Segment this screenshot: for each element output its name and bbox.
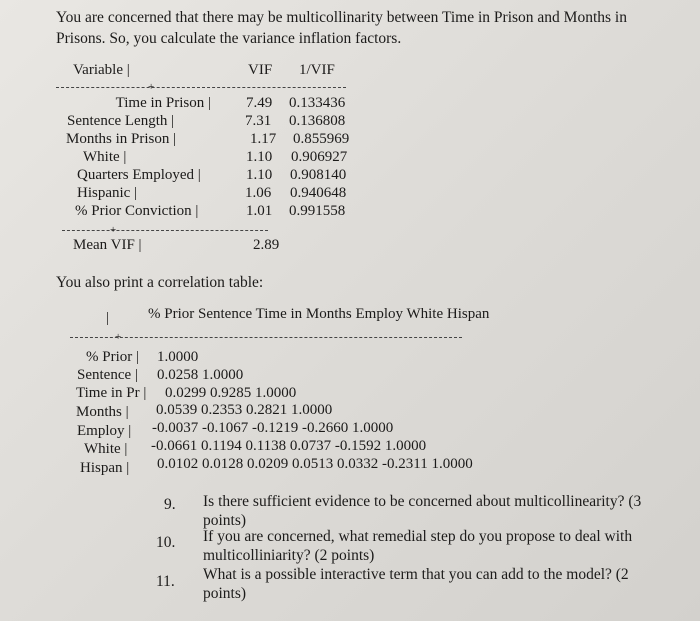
vif-bottom-rule-plus: +	[110, 224, 117, 236]
vif-row-label: Quarters Employed |	[77, 167, 201, 183]
vif-row-vif: 7.31	[245, 113, 272, 129]
vif-row-inv: 0.940648	[290, 185, 347, 201]
vif-row-vif: 1.06	[245, 185, 272, 201]
vif-row-label: % Prior Conviction |	[75, 203, 199, 219]
corr-header-bar: |	[106, 310, 110, 326]
vif-row-inv: 0.855969	[293, 131, 350, 147]
question-number: 10.	[156, 534, 176, 551]
corr-rule-plus: +	[115, 331, 122, 343]
vif-header-vif: VIF	[248, 62, 273, 78]
vif-row-vif: 7.49	[246, 95, 273, 111]
corr-row-values: 0.0299 0.9285 1.0000	[165, 385, 297, 401]
intro-line-1: You are concerned that there may be multicollinarity between Time in Prison and Months in	[56, 9, 627, 26]
corr-row-label: White |	[84, 441, 128, 457]
vif-header-variable: Variable |	[73, 62, 130, 78]
vif-top-rule-plus: +	[148, 81, 155, 93]
corr-rule	[70, 337, 462, 338]
vif-row-inv: 0.908140	[290, 167, 347, 183]
corr-row-values: -0.0037 -0.1067 -0.1219 -0.2660 1.0000	[152, 420, 394, 436]
vif-row-vif: 1.01	[246, 203, 273, 219]
corr-row-label: Time in Pr |	[76, 385, 147, 401]
corr-row-label: Months |	[76, 404, 129, 420]
corr-row-label: % Prior |	[86, 349, 139, 365]
corr-row-values: 0.0258 1.0000	[157, 367, 244, 383]
corr-row-values: 1.0000	[157, 349, 199, 365]
vif-bottom-rule	[62, 230, 268, 231]
corr-row-values: -0.0661 0.1194 0.1138 0.0737 -0.1592 1.0000	[151, 438, 427, 454]
vif-row-vif: 1.10	[246, 149, 273, 165]
corr-row-values: 0.0539 0.2353 0.2821 1.0000	[156, 402, 333, 418]
question-number: 11.	[156, 573, 175, 590]
question-text: Is there sufficient evidence to be concerned about multicollinearity? (3 points)	[203, 493, 642, 529]
vif-row-vif: 1.10	[246, 167, 273, 183]
vif-row-inv: 0.991558	[289, 203, 346, 219]
corr-row-label: Sentence |	[77, 367, 138, 383]
question-text: If you are concerned, what remedial step do you propose to deal with multicolliniarity? (2 points)	[203, 528, 633, 564]
question-text: What is a possible interactive term that you can add to the model? (2 points)	[203, 566, 629, 602]
vif-row-inv: 0.133436	[289, 95, 346, 111]
question-number: 9.	[164, 496, 176, 513]
correlation-intro: You also print a correlation table:	[56, 274, 264, 291]
corr-row-label: Employ |	[77, 423, 132, 439]
vif-row-label: Months in Prison |	[66, 131, 177, 147]
vif-row-vif: 1.17	[250, 131, 277, 147]
vif-row-inv: 0.906927	[291, 149, 348, 165]
vif-row-inv: 0.136808	[289, 113, 346, 129]
vif-row-label: White |	[83, 149, 127, 165]
vif-row-label: Hispanic |	[77, 185, 138, 201]
corr-header: % Prior Sentence Time in Months Employ White Hispan	[148, 306, 490, 322]
mean-vif-label: Mean VIF |	[73, 237, 142, 253]
vif-row-label: Time in Prison |	[115, 95, 211, 111]
vif-top-rule	[56, 87, 346, 88]
intro-paragraph	[56, 7, 656, 49]
corr-row-label: Hispan |	[80, 460, 130, 476]
intro-line-2: Prisons. So, you calculate the variance inflation factors.	[56, 30, 402, 47]
corr-row-values: 0.0102 0.0128 0.0209 0.0513 0.0332 -0.2311 1.0000	[157, 456, 473, 472]
vif-row-label: Sentence Length |	[67, 113, 175, 129]
mean-vif-value: 2.89	[253, 237, 280, 253]
vif-header-inv: 1/VIF	[299, 62, 335, 78]
